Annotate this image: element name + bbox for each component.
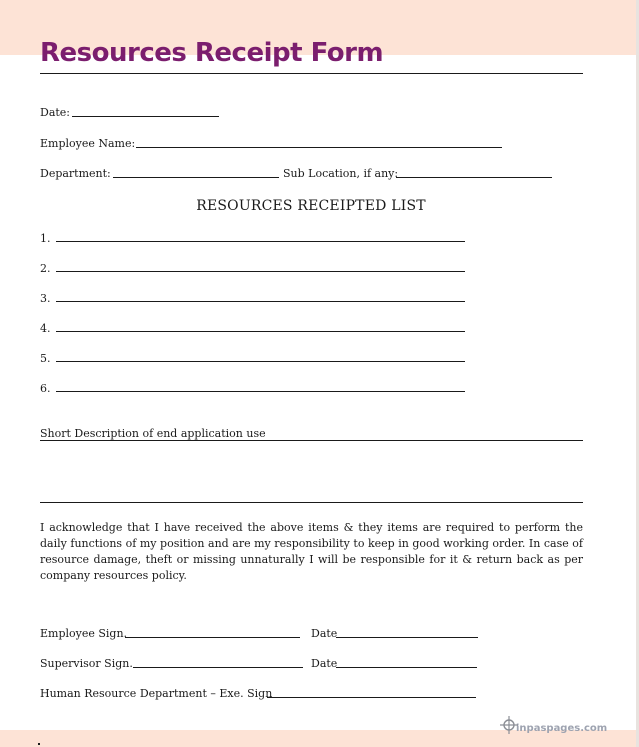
list-item-number: 3. bbox=[40, 292, 51, 305]
date-field[interactable] bbox=[72, 116, 219, 117]
list-item-line[interactable] bbox=[56, 361, 465, 362]
employee-date-field[interactable] bbox=[336, 637, 478, 638]
short-description-bottom-line[interactable] bbox=[40, 502, 583, 503]
short-description-line[interactable] bbox=[40, 440, 583, 441]
list-heading: RESOURCES RECEIPTED LIST bbox=[196, 198, 426, 214]
list-item-number: 5. bbox=[40, 352, 51, 365]
hr-sign-label: Human Resource Department – Exe. Sign bbox=[40, 687, 273, 700]
employee-name-field[interactable] bbox=[136, 147, 502, 148]
employee-sign-field[interactable] bbox=[125, 637, 300, 638]
crosshair-icon bbox=[500, 716, 518, 734]
short-description-label: Short Description of end application use bbox=[40, 427, 266, 440]
supervisor-sign-field[interactable] bbox=[133, 667, 303, 668]
watermark-text: inpaspages.com bbox=[516, 722, 608, 734]
list-item-number: 4. bbox=[40, 322, 51, 335]
list-item-number: 6. bbox=[40, 382, 51, 395]
department-label: Department: bbox=[40, 167, 111, 180]
sub-location-label: Sub Location, if any: bbox=[283, 167, 399, 180]
list-item-number: 2. bbox=[40, 262, 51, 275]
supervisor-date-field[interactable] bbox=[336, 667, 477, 668]
page-mark bbox=[38, 743, 40, 745]
hr-sign-field[interactable] bbox=[267, 697, 476, 698]
sub-location-field[interactable] bbox=[396, 177, 552, 178]
list-item-line[interactable] bbox=[56, 301, 465, 302]
supervisor-sign-label: Supervisor Sign. bbox=[40, 657, 133, 670]
department-field[interactable] bbox=[113, 177, 279, 178]
list-item-line[interactable] bbox=[56, 241, 465, 242]
list-item-line[interactable] bbox=[56, 271, 465, 272]
form-title: Resources Receipt Form bbox=[40, 38, 384, 68]
supervisor-date-label: Date bbox=[311, 657, 338, 670]
employee-date-label: Date bbox=[311, 627, 338, 640]
list-item-line[interactable] bbox=[56, 391, 465, 392]
date-label: Date: bbox=[40, 106, 71, 119]
employee-sign-label: Employee Sign. bbox=[40, 627, 128, 640]
employee-name-label: Employee Name: bbox=[40, 137, 136, 150]
title-rule bbox=[40, 73, 583, 74]
list-item-number: 1. bbox=[40, 232, 51, 245]
list-item-line[interactable] bbox=[56, 331, 465, 332]
acknowledgement-text: I acknowledge that I have received the above items & they items are required to perform the daily functions of my position and are my responsibility to keep in good working order. In case of resource damage, theft or missing unnaturally I will be responsible for it & return back as per company resources policy. bbox=[40, 521, 583, 582]
watermark bbox=[500, 716, 607, 734]
